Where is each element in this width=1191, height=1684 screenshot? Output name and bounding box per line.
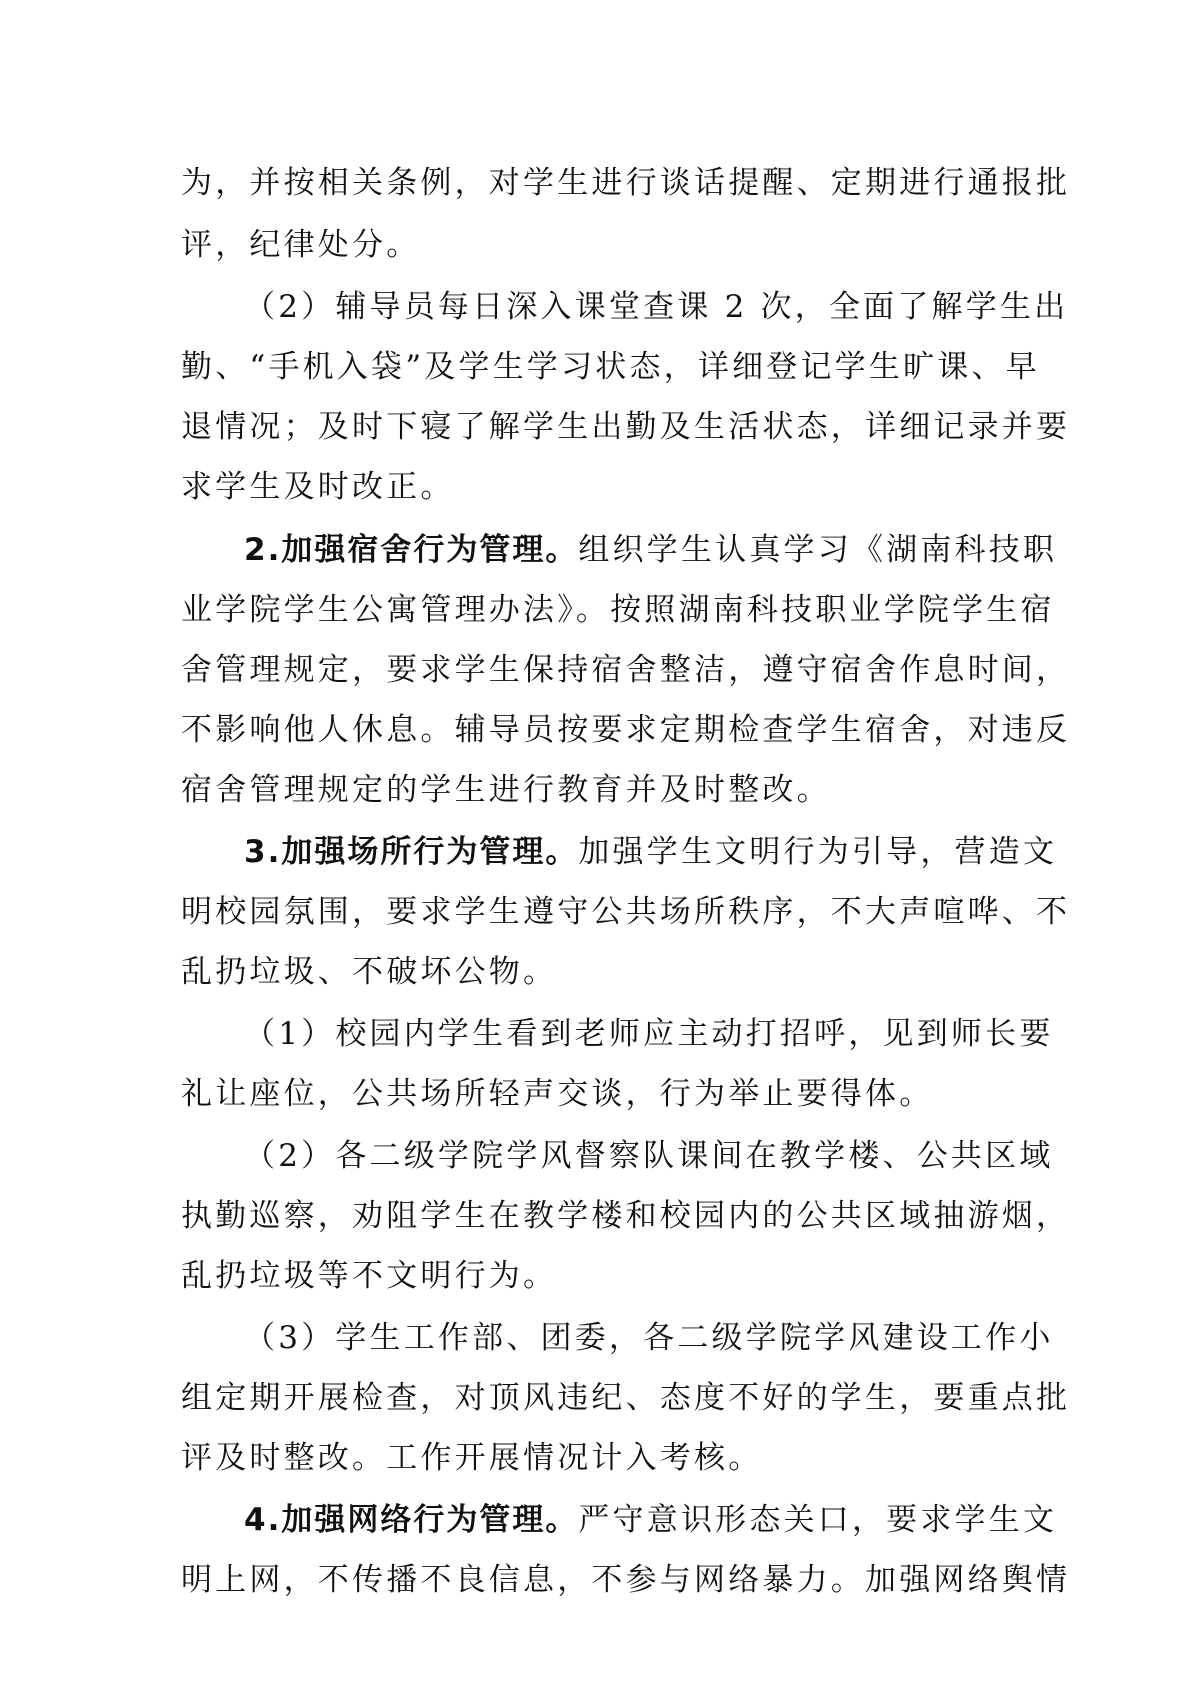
text-line: 乱扔垃圾、不破坏公物。 (181, 954, 558, 990)
text-line: 礼让座位，公共场所轻声交谈，行为举止要得体。 (181, 1076, 934, 1112)
text-line: 组定期开展检查，对顶风违纪、态度不好的学生，要重点批 (181, 1380, 1071, 1416)
text-line (244, 1500, 1058, 1540)
text-line: 舍管理规定，要求学生保持宿舍整洁，遵守宿舍作息时间， (181, 652, 1071, 688)
text-line: 业学院学生公寓管理办法》。按照湖南科技职业学院学生宿 (181, 592, 1055, 628)
text-line: 明校园氛围，要求学生遵守公共场所秩序，不大声喧哗、不 (181, 894, 1071, 930)
section-heading: 2.加强宿舍行为管理。 (244, 532, 579, 568)
text-line: 乱扔垃圾等不文明行为。 (181, 1258, 558, 1294)
text-line: 为，并按相关条例，对学生进行谈话提醒、定期进行通报批 (181, 165, 1071, 201)
text-line (244, 832, 1058, 872)
text-line: 退情况；及时下寝了解学生出勤及生活状态，详细记录并要 (181, 409, 1071, 445)
text-segment: 组织学生认真学习《湖南科技职 (578, 532, 1058, 568)
text-line: 明上网，不传播不良信息，不参与网络暴力。加强网络舆情 (181, 1562, 1071, 1598)
section-heading: 3.加强场所行为管理。 (244, 834, 579, 870)
text-segment: 加强学生文明行为引导，营造文 (578, 834, 1058, 870)
text-segment: 严守意识形态关口，要求学生文 (578, 1502, 1058, 1538)
text-line: （2）辅导员每日深入课堂查课 2 次，全面了解学生出 (244, 289, 1069, 325)
text-line: 评及时整改。工作开展情况计入考核。 (181, 1440, 763, 1476)
text-line: 不影响他人休息。辅导员按要求定期检查学生宿舍，对违反 (181, 712, 1071, 748)
text-line: （2）各二级学院学风督察队课间在教学楼、公共区域 (244, 1138, 1054, 1174)
text-line: （1）校园内学生看到老师应主动打招呼，见到师长要 (244, 1016, 1054, 1052)
text-line: 评，纪律处分。 (181, 227, 421, 263)
text-line: 宿舍管理规定的学生进行教育并及时整改。 (181, 772, 831, 808)
text-line: 勤、“手机入袋”及学生学习状态，详细登记学生旷课、早 (181, 349, 1040, 385)
text-line: 执勤巡察，劝阻学生在教学楼和校园内的公共区域抽游烟， (181, 1198, 1071, 1234)
section-heading: 4.加强网络行为管理。 (244, 1502, 579, 1538)
text-line: （3）学生工作部、团委，各二级学院学风建设工作小 (244, 1320, 1054, 1356)
text-line: 求学生及时改正。 (181, 469, 455, 505)
text-line (244, 530, 1058, 570)
